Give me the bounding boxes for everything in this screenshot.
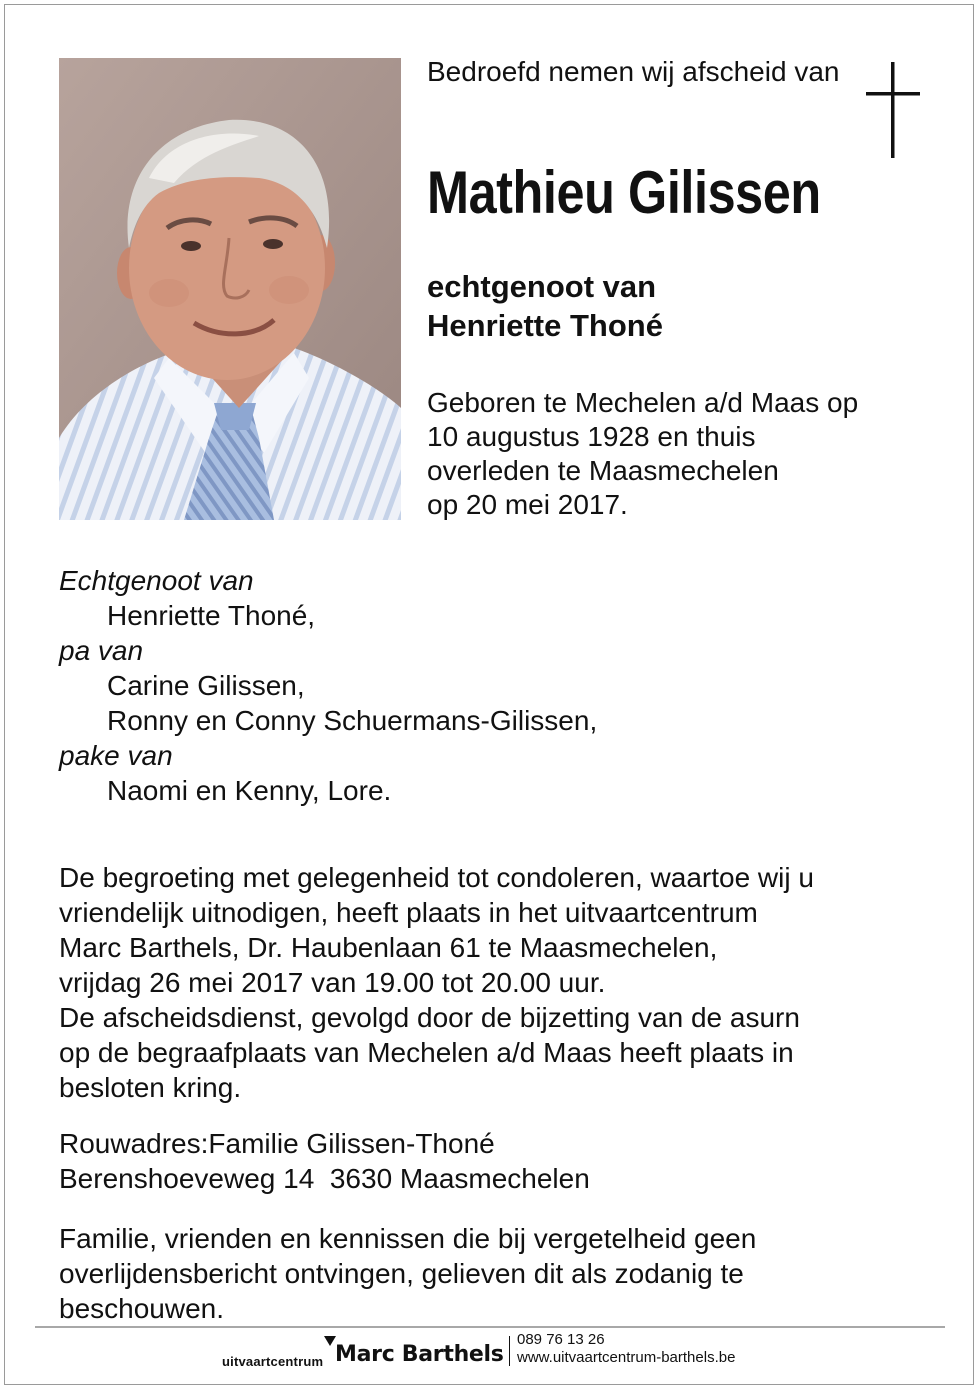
footer-divider — [35, 1326, 945, 1328]
relation-label: pake van — [59, 740, 173, 771]
funeral-home-logo — [222, 1336, 502, 1380]
text-line: Marc Barthels, Dr. Haubenlaan 61 te Maasmechelen, — [59, 932, 718, 963]
website-link[interactable]: www.uitvaartcentrum-barthels.be — [517, 1349, 736, 1366]
family-member: Ronny en Conny Schuermans-Gilissen, — [107, 705, 598, 736]
address-line: Rouwadres:Familie Gilissen-Thoné — [59, 1128, 495, 1159]
text-line: overlijdensbericht ontvingen, gelieven dit als zodanig te — [59, 1258, 744, 1289]
born-line: 10 augustus 1928 en thuis — [427, 421, 756, 452]
brand-name: Marc Barthels — [335, 1342, 504, 1367]
text-line: beschouwen. — [59, 1293, 225, 1324]
text-line: De begroeting met gelegenheid tot condoleren, waartoe wij u — [59, 862, 814, 893]
text-line: vrijdag 26 mei 2017 van 19.00 tot 20.00 uur. — [59, 967, 606, 998]
text-line: op de begraafplaats van Mechelen a/d Maas heeft plaats in — [59, 1037, 794, 1068]
footer-contact — [517, 1331, 735, 1367]
family-list — [59, 563, 597, 808]
address-line: Berenshoeveweg 14 3630 Maasmechelen — [59, 1163, 590, 1194]
text-line: vriendelijk uitnodigen, heeft plaats in het uitvaartcentrum — [59, 897, 758, 928]
family-member: Carine Gilissen, — [107, 670, 305, 701]
born-line: Geboren te Mechelen a/d Maas op — [427, 387, 859, 418]
spouse-heading — [427, 267, 663, 345]
footer-separator — [509, 1336, 510, 1366]
relation-label: pa van — [59, 635, 144, 666]
born-line: overleden te Maasmechelen — [427, 455, 779, 486]
spouse-name: Henriette Thoné — [427, 308, 663, 343]
text-line: Familie, vrienden en kennissen die bij vergetelheid geen — [59, 1223, 757, 1254]
relation-label: Echtgenoot van — [59, 565, 254, 596]
deceased-name: Mathieu Gilissen — [427, 159, 821, 226]
family-member: Naomi en Kenny, Lore. — [107, 775, 392, 806]
family-member: Henriette Thoné, — [107, 600, 316, 631]
brand-tagline: uitvaartcentrum — [222, 1354, 324, 1369]
birth-death-info — [427, 386, 858, 522]
text-line: De afscheidsdienst, gevolgd door de bijzetting van de asurn — [59, 1002, 800, 1033]
portrait-photo — [59, 58, 401, 520]
mourning-address — [59, 1126, 590, 1196]
closing-note — [59, 1221, 756, 1326]
born-line: op 20 mei 2017. — [427, 489, 628, 520]
phone-number: 089 76 13 26 — [517, 1331, 605, 1348]
text-line: besloten kring. — [59, 1072, 242, 1103]
spouse-line: echtgenoot van — [427, 269, 657, 304]
ceremony-details — [59, 860, 814, 1105]
intro-text: Bedroefd nemen wij afscheid van — [427, 56, 840, 87]
cross-icon — [864, 62, 922, 158]
